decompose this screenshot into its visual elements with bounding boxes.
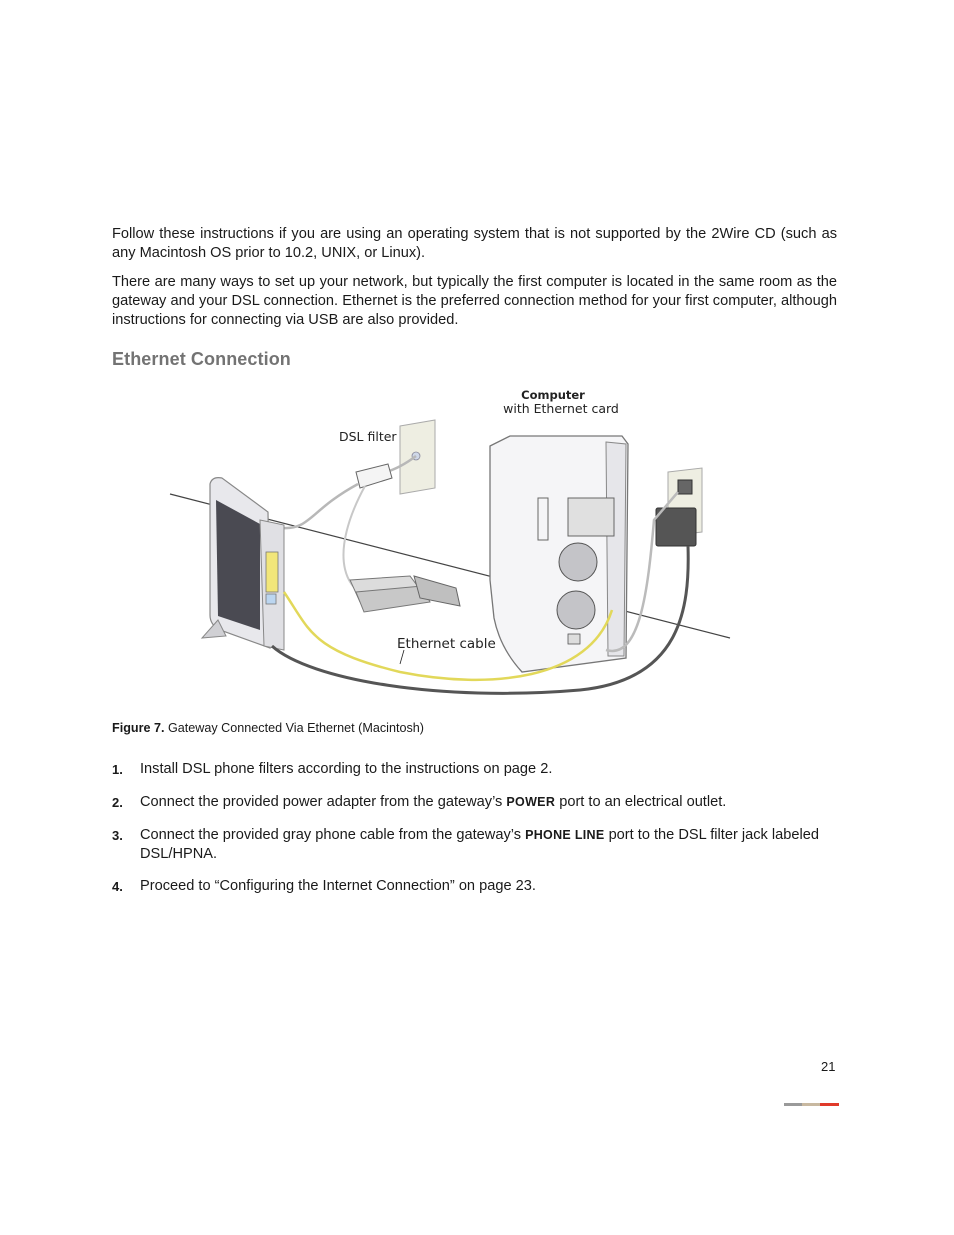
intro-paragraph-2: There are many ways to set up your network, but typically the first computer is located in the same room as the gateway and your DSL connection. Ethernet is the preferred connection method for your first computer, although instructions for connecting via USB are also provided. <box>112 274 837 328</box>
connection-illustration <box>160 380 750 710</box>
step-number: 4. <box>112 879 123 894</box>
step-text-before: Connect the provided power adapter from the gateway’s <box>140 794 503 810</box>
step-number: 3. <box>112 828 123 843</box>
step-text-after: port to the DSL filter jack labeled DSL/HPNA. <box>140 827 819 862</box>
computer-label: Computer <box>521 388 585 402</box>
step-item <box>112 826 837 864</box>
step-item <box>112 877 837 896</box>
step-text: Install DSL phone filters according to the instructions on page 2. <box>140 761 553 777</box>
step-text <box>140 826 820 864</box>
step-text-before: Connect the provided gray phone cable from the gateway’s <box>140 827 522 843</box>
intro-paragraph-1: Follow these instructions if you are using an operating system that is not supported by the 2Wire CD (such as any Macintosh OS prior to 10.2, UNIX, or Linux). <box>112 226 837 261</box>
figure-caption-number: Figure 7. <box>112 721 165 735</box>
figure-caption <box>112 721 424 735</box>
step-number: 1. <box>112 762 123 777</box>
footer-bar-tan <box>802 1103 820 1106</box>
ethernet-cable-label: Ethernet cable <box>397 636 496 652</box>
step-number: 2. <box>112 795 123 810</box>
footer-bar-red <box>820 1103 839 1106</box>
figure-caption-text: Gateway Connected Via Ethernet (Macintosh) <box>167 721 424 735</box>
dsl-filter <box>356 464 392 488</box>
computer-tower <box>490 436 628 672</box>
port-name: PHONE LINE <box>525 828 605 842</box>
telephone <box>350 576 460 612</box>
wall-phone-jack <box>400 420 435 494</box>
gateway-device <box>202 478 284 650</box>
footer-bar-gray <box>784 1103 802 1106</box>
ethernet-connection-figure <box>160 380 750 710</box>
step-item <box>112 760 837 779</box>
step-text: Proceed to “Configuring the Internet Connection” on page 23. <box>140 878 536 894</box>
step-item <box>112 793 837 812</box>
section-heading: Ethernet Connection <box>112 349 291 369</box>
page-number: 21 <box>821 1059 836 1074</box>
step-text <box>140 793 820 812</box>
computer-sub-label: with Ethernet card <box>503 401 619 416</box>
phone-line-cable <box>282 484 358 528</box>
port-name: POWER <box>506 795 556 809</box>
dsl-filter-label: DSL filter <box>339 429 397 444</box>
ethernet-label-leader <box>400 650 404 664</box>
step-text-after: port to an electrical outlet. <box>559 794 727 810</box>
